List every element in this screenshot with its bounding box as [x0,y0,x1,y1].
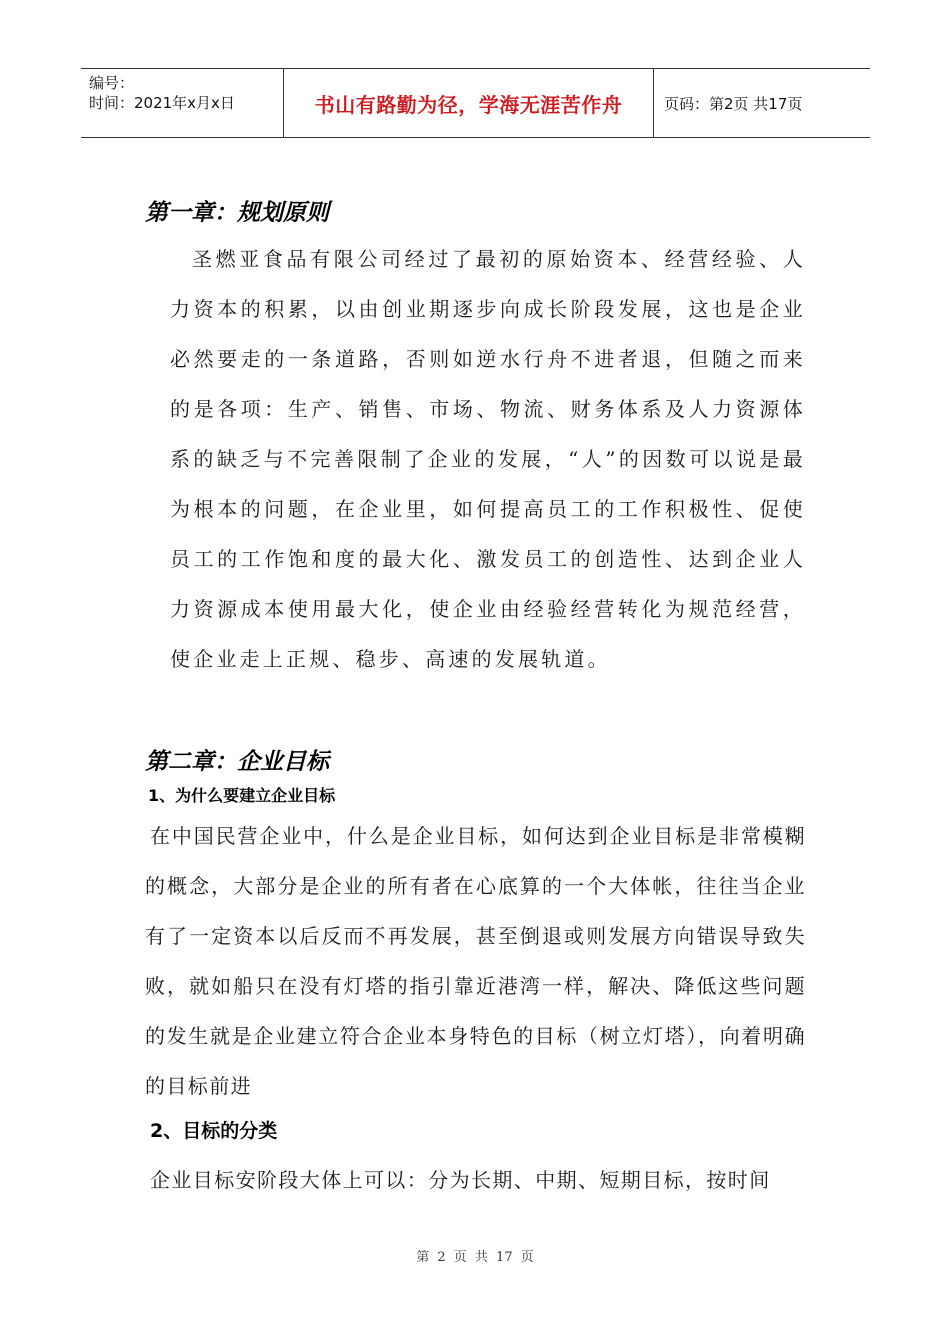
section1-paragraph: 在中国民营企业中，什么是企业目标，如何达到企业目标是非常模糊的概念，大部分是企业的所有者在心底算的一个大体帐，往往当企业有了一定资本以后反而不再发展，甚至倒退或则发展方向错误导致失败，就如船只在没有灯塔的指引靠近港湾一样，解决、降低这些问题的发生就是企业建立符合企业本身特色的目标（树立灯塔），向着明确的目标前进 [145,824,806,1098]
chapter1-title: 第一章：规划原则 [145,200,329,226]
header-motto: 书山有路勤为径，学海无涯苦作舟 [314,92,623,117]
document-time-label: 时间：2021年x月x日 [89,94,235,112]
document-header [81,68,870,138]
header-page-info-cell [654,69,870,137]
header-page-info: 页码：第2页 共17页 [664,94,803,113]
chapter1-paragraph: 圣燃亚食品有限公司经过了最初的原始资本、经营经验、人力资本的积累，以由创业期逐步向成长阶段发展，这也是企业必然要走的一条道路，否则如逆水行舟不进者退，但随之而来的是各项：生产、销售、市场、物流、财务体系及人力资源体系的缺乏与不完善限制了企业的发展，“人”的因数可以说是最为根本的问题，在企业里，如何提高员工的工作积极性、促使员工的工作饱和度的最大化、激发员工的创造性、达到企业人力资源成本使用最大化，使企业由经验经营转化为规范经营，使企业走上正规、稳步、高速的发展轨道。 [170,247,806,671]
section2-title: 2、目标的分类 [150,1120,278,1142]
header-meta-cell [81,69,284,137]
section1-title: 1、为什么要建立企业目标 [148,786,336,805]
document-number-label: 编号： [89,74,135,92]
chapter2-title: 第二章：企业目标 [145,749,329,775]
page-footer: 第 2 页 共 17 页 [416,1250,534,1265]
section2-paragraph: 企业目标安阶段大体上可以：分为长期、中期、短期目标，按时间 [150,1168,771,1192]
header-motto-cell [284,69,654,137]
